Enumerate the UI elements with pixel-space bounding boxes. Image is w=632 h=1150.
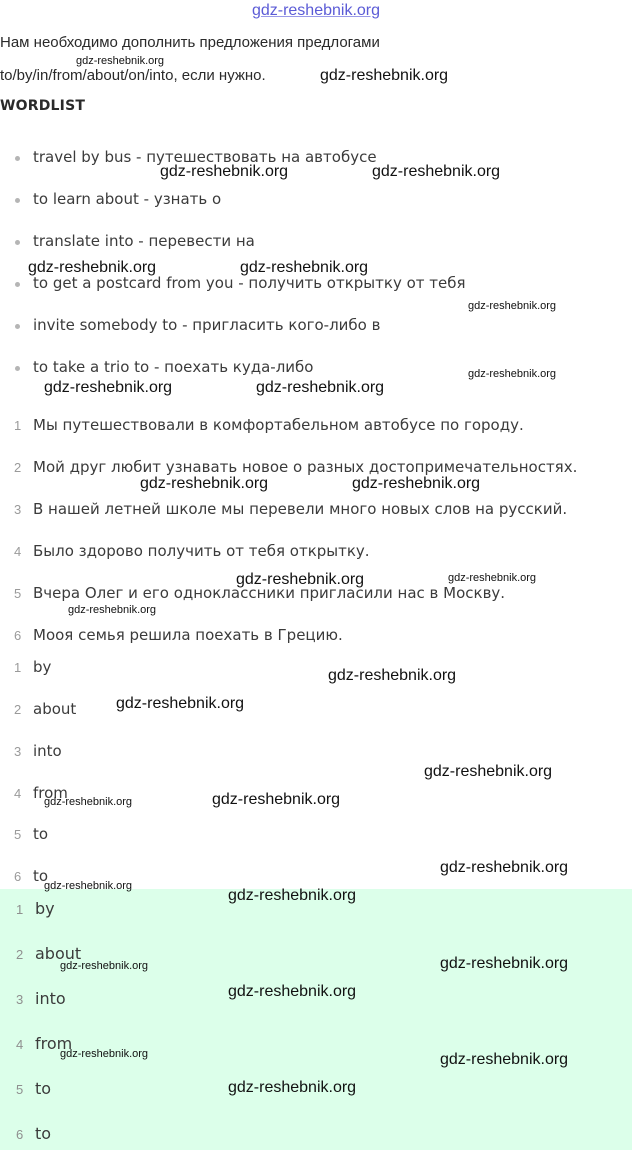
- answer-text: by: [33, 658, 52, 676]
- watermark: gdz-reshebnik.org: [44, 880, 133, 892]
- sentence-number: 1: [14, 418, 22, 433]
- answer-number: 2: [14, 702, 22, 717]
- answer-number: 4: [16, 1037, 24, 1052]
- bullet-icon: [15, 282, 20, 287]
- answer-number: 5: [14, 827, 22, 842]
- task-instruction-line-2: to/by/in/from/about/on/into, если нужно.: [0, 67, 266, 84]
- sentence-number: 3: [14, 502, 22, 517]
- sentence-text: Вчера Олег и его одноклассники пригласили нас в Москву.: [33, 584, 506, 602]
- watermark: gdz-reshebnik.org: [228, 1079, 357, 1096]
- watermark: gdz-reshebnik.org: [212, 791, 341, 808]
- sentence-text: В нашей летней школе мы перевели много новых слов на русский.: [33, 500, 568, 518]
- answer-number: 1: [16, 902, 24, 917]
- watermark: gdz-reshebnik.org: [468, 368, 557, 380]
- sentence-text: Мы путешествовали в комфортабельном автобусе по городу.: [33, 416, 524, 434]
- watermark: gdz-reshebnik.org: [372, 163, 501, 180]
- watermark: gdz-reshebnik.org: [256, 379, 385, 396]
- sentence-number: 5: [14, 586, 22, 601]
- answer-panel: [0, 889, 632, 1150]
- answer-text: into: [33, 742, 62, 760]
- wordlist-item: to get a postcard from you - получить открытку от тебя: [33, 274, 466, 292]
- answer-text: to: [35, 1079, 52, 1098]
- watermark: gdz-reshebnik.org: [116, 695, 245, 712]
- sentence-text: Мооя семья решила поехать в Грецию.: [33, 626, 343, 644]
- task-instruction-line-1: Нам необходимо дополнить предложения предлогами: [0, 34, 380, 51]
- answer-text: to: [33, 825, 49, 843]
- watermark: gdz-reshebnik.org: [44, 796, 133, 808]
- answer-number: 1: [14, 660, 22, 675]
- watermark: gdz-reshebnik.org: [228, 887, 357, 904]
- watermark: gdz-reshebnik.org: [440, 859, 569, 876]
- watermark: gdz-reshebnik.org: [448, 572, 537, 584]
- answer-number: 3: [14, 744, 22, 759]
- answer-text: by: [35, 899, 55, 918]
- watermark: gdz-reshebnik.org: [160, 163, 289, 180]
- wordlist-item: to take a trio to - поехать куда-либо: [33, 358, 314, 376]
- watermark: gdz-reshebnik.org: [76, 55, 165, 67]
- sentence-number: 2: [14, 460, 22, 475]
- watermark: gdz-reshebnik.org: [228, 983, 357, 1000]
- answer-text: from: [33, 784, 68, 802]
- watermark: gdz-reshebnik.org: [424, 763, 553, 780]
- answer-number: 6: [16, 1127, 24, 1142]
- wordlist-item: translate into - перевести на: [33, 232, 255, 250]
- watermark: gdz-reshebnik.org: [60, 1048, 149, 1060]
- sentence-text: Было здорово получить от тебя открытку.: [33, 542, 370, 560]
- wordlist-item: invite somebody to - пригласить кого-либо в: [33, 316, 381, 334]
- answer-number: 4: [14, 786, 22, 801]
- answer-number: 2: [16, 947, 24, 962]
- watermark: gdz-reshebnik.org: [240, 259, 369, 276]
- watermark: gdz-reshebnik.org: [440, 1051, 569, 1068]
- sentence-text: Мой друг любит узнавать новое о разных достопримечательностях.: [33, 458, 578, 476]
- watermark: gdz-reshebnik.org: [44, 379, 173, 396]
- answer-text: about: [33, 700, 77, 718]
- site-header-link[interactable]: gdz-reshebnik.org: [251, 2, 381, 19]
- answer-text: to: [33, 867, 49, 885]
- sentence-number: 4: [14, 544, 22, 559]
- watermark: gdz-reshebnik.org: [320, 67, 449, 84]
- watermark: gdz-reshebnik.org: [468, 300, 557, 312]
- answer-text: from: [35, 1034, 73, 1053]
- watermark: gdz-reshebnik.org: [328, 667, 457, 684]
- wordlist-item: travel by bus - путешествовать на автобусе: [33, 148, 377, 166]
- answer-number: 6: [14, 869, 22, 884]
- wordlist-item: to learn about - узнать о: [33, 190, 222, 208]
- bullet-icon: [15, 156, 20, 161]
- answer-number: 3: [16, 992, 24, 1007]
- watermark: gdz-reshebnik.org: [236, 571, 365, 588]
- watermark: gdz-reshebnik.org: [352, 475, 481, 492]
- watermark: gdz-reshebnik.org: [60, 960, 149, 972]
- bullet-icon: [15, 366, 20, 371]
- answer-text: to: [35, 1124, 52, 1143]
- answer-number: 5: [16, 1082, 24, 1097]
- watermark: gdz-reshebnik.org: [68, 604, 157, 616]
- watermark: gdz-reshebnik.org: [140, 475, 269, 492]
- watermark: gdz-reshebnik.org: [440, 955, 569, 972]
- bullet-icon: [15, 198, 20, 203]
- watermark: gdz-reshebnik.org: [28, 259, 157, 276]
- bullet-icon: [15, 324, 20, 329]
- sentence-number: 6: [14, 628, 22, 643]
- answer-text: about: [35, 944, 82, 963]
- answer-text: into: [35, 989, 66, 1008]
- wordlist-title: WORDLIST: [0, 98, 86, 114]
- bullet-icon: [15, 240, 20, 245]
